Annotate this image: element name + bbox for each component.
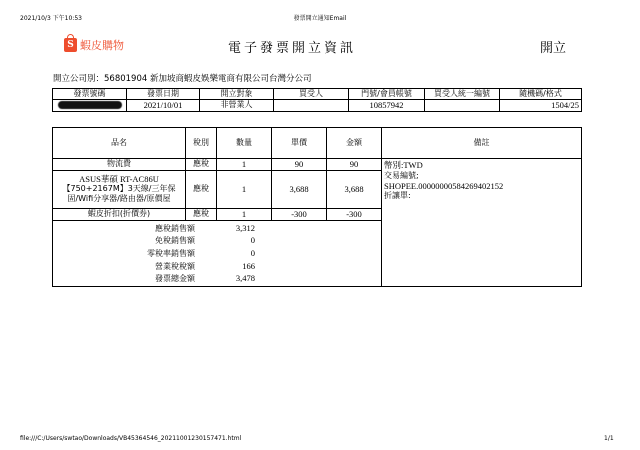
item-qty: 1 — [217, 208, 272, 220]
remark-transaction-id: SHOPEE.00000000584269402152 — [384, 180, 504, 191]
col-buyer: 買受人 — [274, 89, 349, 100]
summary-line — [55, 260, 380, 273]
item-name: 蝦皮折扣(折價券) — [53, 208, 186, 220]
item-name: 物流費 — [53, 159, 186, 171]
remarks-cell — [382, 159, 582, 287]
item-price: 3,688 — [272, 170, 327, 208]
item-tax: 應稅 — [186, 159, 217, 171]
item-price: -300 — [272, 208, 327, 220]
item-amount: 3,688 — [327, 170, 382, 208]
invoice-number-value — [53, 100, 127, 112]
member-account-value: 10857942 — [349, 100, 425, 112]
col-tax-type: 稅別 — [186, 128, 217, 159]
print-datetime: 2021/10/3 下午10:53 — [20, 15, 82, 22]
col-amount: 金額 — [327, 128, 382, 159]
col-invoice-number: 發票號碼 — [53, 89, 127, 100]
shopee-logo — [64, 37, 124, 53]
col-member-account: 門號/會員帳號 — [349, 89, 425, 100]
remark-transaction-label: 交易編號; — [384, 170, 419, 180]
summary-label: 營業稅稅額 — [155, 261, 195, 271]
item-name-line: 【750+2167M】3天線/三年保 — [62, 184, 176, 194]
summary-line — [55, 247, 380, 260]
item-name-line: ASUS華碩 RT-AC86U — [79, 173, 159, 184]
print-file-path: file:///C:/Users/swtao/Downloads/VB45364546_20211001230157471.html — [20, 435, 242, 442]
invoice-status: 開立 — [540, 41, 567, 56]
summary-label: 應稅銷售額 — [155, 223, 195, 233]
summary-label: 零稅率銷售額 — [147, 249, 195, 258]
col-unit-price: 單價 — [272, 128, 327, 159]
item-name — [53, 170, 186, 208]
col-invoice-date: 發票日期 — [127, 89, 200, 100]
summary-value: 3,312 — [235, 222, 255, 233]
col-buyer-tax-id: 買受人統一編號 — [425, 89, 500, 100]
summary-line — [55, 222, 380, 235]
page-title: 電子發票開立資訊 — [228, 41, 357, 56]
item-name-line: 固/Wifi分享器/路由器/原價屋 — [67, 194, 171, 204]
item-amount: 90 — [327, 159, 382, 171]
buyer-value — [274, 100, 349, 112]
item-tax: 應稅 — [186, 208, 217, 220]
summary-cell — [53, 220, 382, 286]
random-code-value: 1504/25 — [500, 100, 582, 112]
item-tax: 應稅 — [186, 170, 217, 208]
summary-line — [55, 234, 380, 247]
summary-value: 166 — [242, 260, 255, 271]
summary-value: 0 — [250, 235, 255, 246]
col-remarks: 備註 — [382, 128, 582, 159]
buyer-tax-id-value — [425, 100, 500, 112]
invoice-date-value: 2021/10/01 — [127, 100, 200, 112]
redaction-mark — [59, 102, 121, 108]
recipient-type-value: 非營業人 — [200, 100, 274, 112]
logo-text: 蝦皮購物 — [80, 39, 124, 52]
summary-line — [55, 272, 380, 285]
summary-label: 免稅銷售額 — [155, 236, 195, 246]
shopping-bag-icon: S — [64, 38, 77, 52]
col-random-code: 隨機碼/格式 — [500, 89, 582, 100]
summary-label: 發票總金額 — [155, 274, 195, 284]
col-quantity: 數量 — [217, 128, 272, 159]
remark-currency: 幣別:TWD — [384, 160, 423, 170]
print-tab-title: 發票開立通知Email — [293, 15, 347, 22]
item-amount: -300 — [327, 208, 382, 220]
company-line: 開立公司別：56801904 新加坡商蝦皮娛樂電商有限公司台灣分公司 — [53, 74, 312, 84]
item-price: 90 — [272, 159, 327, 171]
table-row — [53, 159, 582, 171]
item-qty: 1 — [217, 170, 272, 208]
summary-value: 3,478 — [235, 273, 255, 284]
summary-value: 0 — [250, 248, 255, 258]
item-qty: 1 — [217, 159, 272, 171]
col-recipient-type: 開立對象 — [200, 89, 274, 100]
items-table — [52, 127, 582, 287]
col-item-name: 品名 — [53, 128, 186, 159]
remark-allowance: 折讓單: — [384, 191, 411, 201]
invoice-header-table — [52, 88, 582, 112]
print-page-number: 1/1 — [604, 435, 614, 442]
